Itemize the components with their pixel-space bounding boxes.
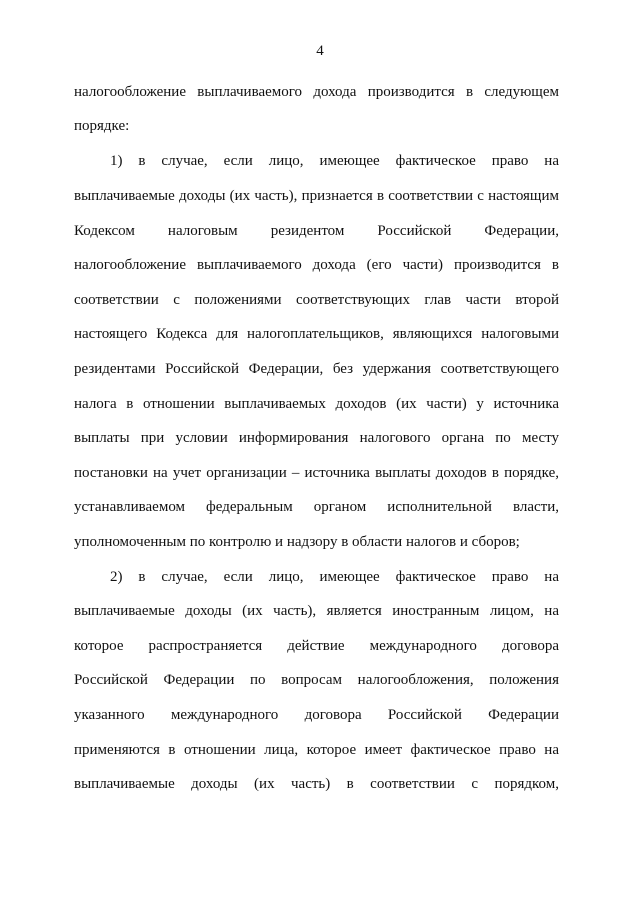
text-line: Российской Федерации по вопросам налогообложения, положения — [74, 672, 559, 688]
text-line: налогообложение выплачиваемого дохода (его части) производится в — [74, 257, 559, 273]
text-line: налогообложение выплачиваемого дохода производится в следующем — [74, 84, 559, 100]
text-line: порядке: — [74, 118, 130, 134]
text-line: указанного международного договора Российской Федерации — [74, 707, 559, 723]
text-line: резидентами Российской Федерации, без удержания соответствующего — [74, 361, 559, 377]
text-line: 1) в случае, если лицо, имеющее фактическое право на — [110, 153, 559, 169]
text-line: выплачиваемые доходы (их часть), является иностранным лицом, на — [74, 603, 559, 619]
text-line: выплачиваемые доходы (их часть), признается в соответствии с настоящим — [74, 188, 559, 204]
text-line: применяются в отношении лица, которое имеет фактическое право на — [74, 742, 559, 758]
text-line: настоящего Кодекса для налогоплательщиков, являющихся налоговыми — [74, 326, 559, 342]
page-number: 4 — [316, 43, 324, 59]
text-line: выплаты при условии информирования налогового органа по месту — [74, 430, 559, 446]
text-line: которое распространяется действие международного договора — [74, 638, 559, 654]
text-line: уполномоченным по контролю и надзору в области налогов и сборов; — [74, 534, 520, 550]
text-line: 2) в случае, если лицо, имеющее фактическое право на — [110, 569, 559, 585]
text-line: Кодексом налоговым резидентом Российской Федерации, — [74, 223, 559, 239]
text-line: выплачиваемые доходы (их часть) в соответствии с порядком, — [74, 776, 559, 792]
text-line: постановки на учет организации – источника выплаты доходов в порядке, — [74, 465, 559, 481]
text-line: устанавливаемом федеральным органом исполнительной власти, — [74, 499, 559, 515]
text-line: налога в отношении выплачиваемых доходов (их части) у источника — [74, 396, 559, 412]
text-line: соответствии с положениями соответствующих глав части второй — [74, 292, 559, 308]
